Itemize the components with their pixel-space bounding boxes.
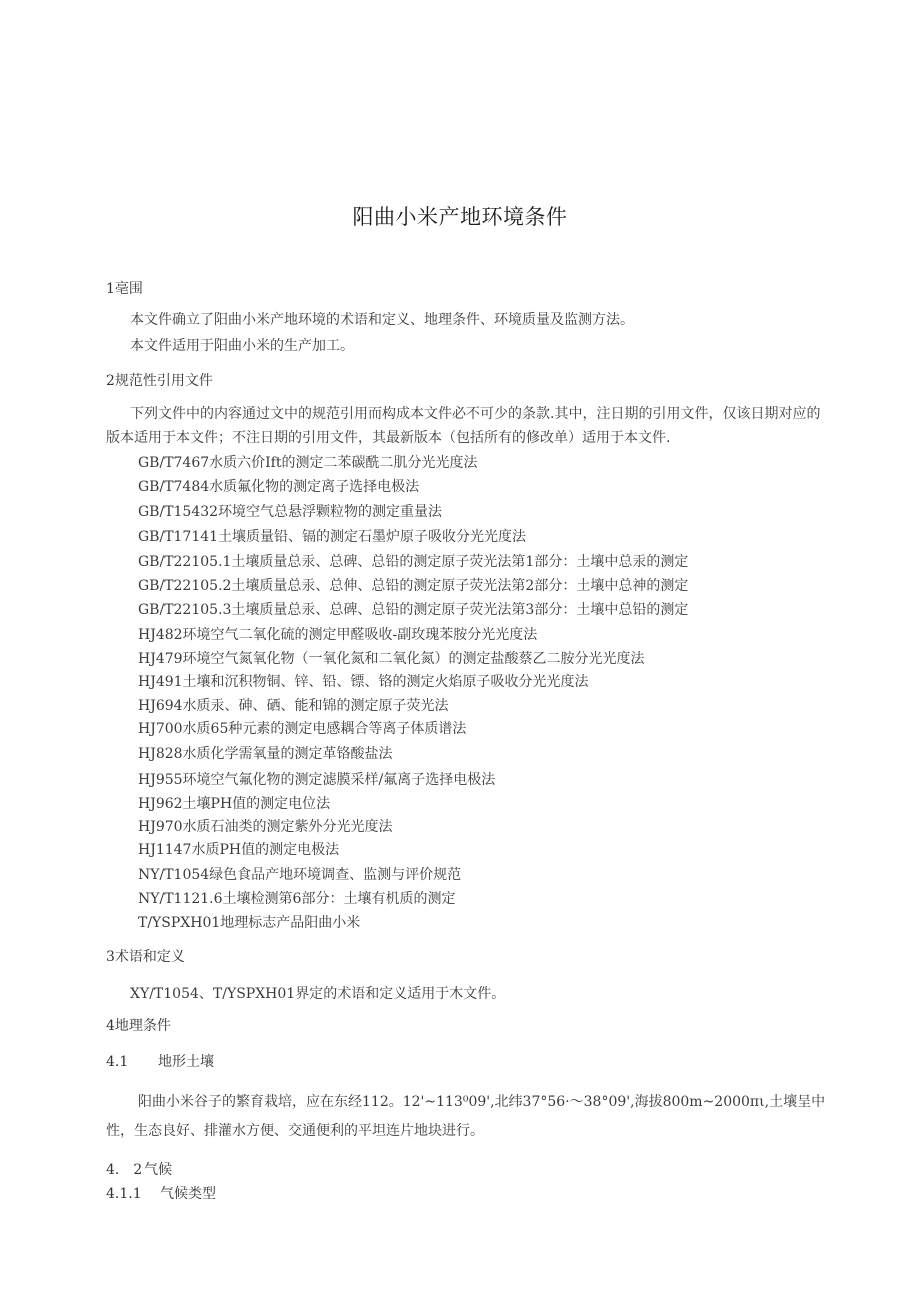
reference-item: HJ479环境空气氮氧化物（一氧化氮和二氧化氮）的测定盐酸蔡乙二胺分光光度法 [138, 651, 645, 667]
reference-item: HJ700水质65种元素的测定电感耦合等离子体质谱法 [138, 721, 467, 737]
reference-item: GB/T15432环境空气总悬浮颗粒物的测定重量法 [138, 504, 443, 520]
reference-item: NY/T1054绿色食品产地环境调查、监测与评价规范 [138, 867, 462, 883]
subsection-4-1-1-title: 气候类型 [160, 1186, 216, 1202]
reference-item: HJ491土壤和沉积物铜、锌、铅、镖、铬的测定火焰原子吸收分光光度法 [138, 674, 589, 690]
reference-item: GB/T22105.3土壤质量总汞、总碑、总铅的测定原子荧光法第3部分：土壤中总铅的测定 [138, 602, 689, 618]
section-3-heading: 3术语和定义 [106, 949, 185, 965]
reference-item: NY/T1121.6土壤检测第6部分：土壤有机质的测定 [138, 891, 456, 907]
subsection-4-1-text: 阳曲小米谷子的繁育栽培，应在东经112。12'~113⁰09',北纬37°56·～38°09',海拔800m~2000πι,土壤呈中性，生态良好、排灌水方便、交通便利的平坦连片地块进行。 [106, 1094, 826, 1139]
reference-item: HJ694水质汞、砷、硒、能和锦的测定原子荧光法 [138, 698, 449, 714]
section-2-intro-text: 下列文件中的内容通过文中的规范引用而构成本文件必不可少的条款.其中，注日期的引用文件，仅该日期对应的版本适用于本文件；不注日期的引用文件，其最新版本（包括所有的修改单）适用于本文件. [106, 406, 821, 446]
reference-item: HJ955环境空气氟化物的测定滤膜采样/氟离子选择电极法 [138, 772, 496, 788]
reference-item: HJ482环境空气二氧化硫的测定甲醛吸收-副玫瑰苯胺分光光度法 [138, 627, 538, 643]
subsection-4-1-title: 地形土壤 [158, 1054, 214, 1070]
subsection-4-2-number: 4. 2 [106, 1162, 143, 1178]
subsection-4-2-title: 气候 [144, 1162, 172, 1178]
reference-item: GB/T7467水质六价Ift的测定二苯碳酰二肌分光光度法 [138, 455, 478, 471]
page-title: 阳曲小米产地环境条件 [352, 205, 568, 229]
subsection-4-1-number: 4.1 [106, 1054, 129, 1070]
reference-item: GB/T22105.1土壤质量总汞、总碑、总铅的测定原子荧光法第1部分：土壤中总汞的测定 [138, 554, 689, 570]
section-3-paragraph: XY/T1054、T/YSPXH01界定的术语和定义适用于木文件。 [130, 986, 506, 1002]
section-1-heading: 1亳围 [106, 281, 143, 297]
section-4-heading: 4地理条件 [106, 1018, 171, 1034]
subsection-4-1-1-number: 4.1.1 [106, 1186, 142, 1202]
section-2-heading: 2规范性引用文件 [106, 373, 213, 389]
reference-item: GB/T7484水质氟化物的测定离子选择电极法 [138, 479, 420, 495]
subsection-4-1-paragraph [106, 1088, 828, 1146]
reference-item: GB/T22105.2土壤质量总汞、总伸、总铅的测定原子荧光法第2部分：土壤中总神的测定 [138, 578, 689, 594]
reference-item: HJ970水质石油类的测定紫外分光光度法 [138, 819, 393, 835]
reference-item: HJ1147水质PH值的测定电极法 [138, 842, 340, 858]
reference-item: HJ962土壤PH值的测定电位法 [138, 796, 331, 812]
section-1-paragraph-2: 本文件适用于阳曲小米的生产加工。 [130, 338, 354, 354]
section-1-paragraph-1: 本文件确立了阳曲小米产地环境的术语和定义、地理条件、环境质量及监测方法。 [130, 312, 634, 328]
section-2-intro [106, 402, 822, 450]
reference-item: GB/T17141土壤质量铅、镉的测定石墨炉原子吸收分光光度法 [138, 529, 527, 545]
reference-item: HJ828水质化学需氧量的测定革铬酸盐法 [138, 746, 393, 762]
reference-item: T/YSPXH01地理标志产品阳曲小米 [138, 915, 361, 931]
